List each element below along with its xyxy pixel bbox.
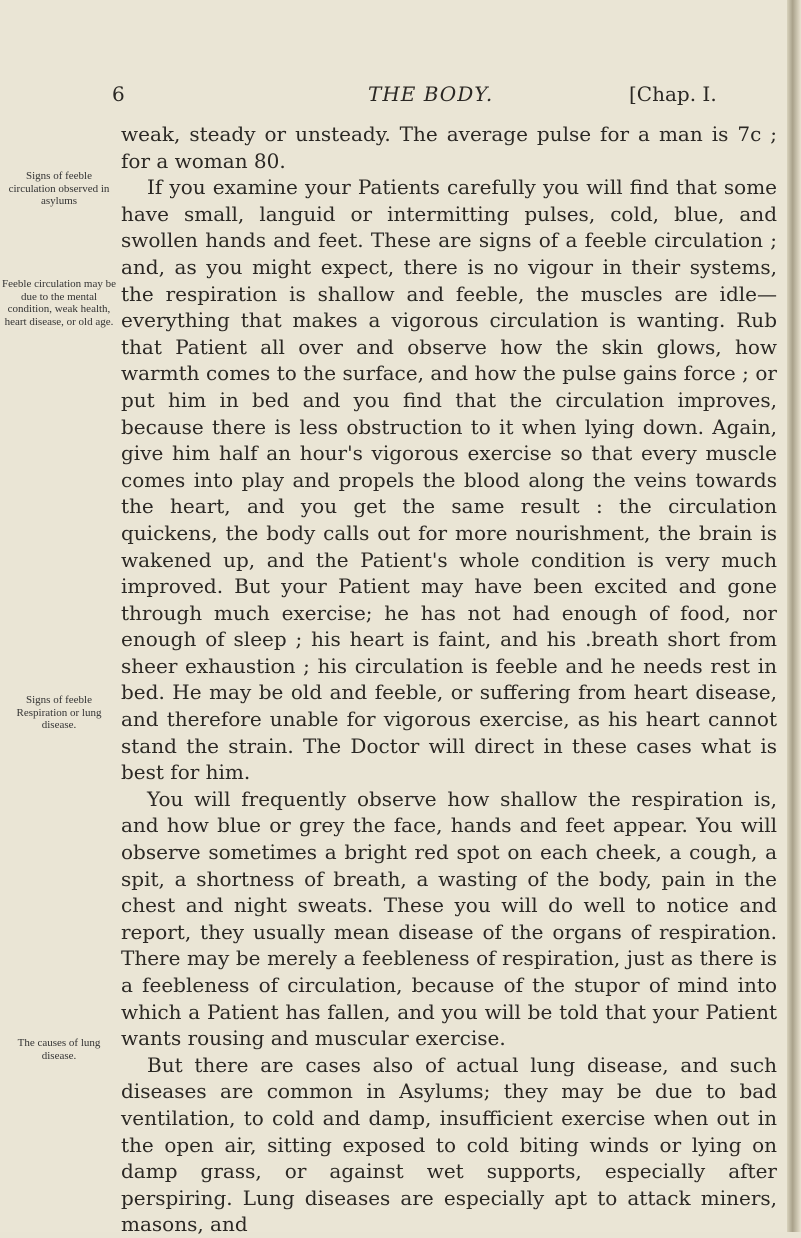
page-header bbox=[0, 82, 787, 110]
margin-note-feeble-circulation: Signs of feeble circulation observed in asylums bbox=[8, 170, 110, 207]
paragraph-pulse-averages: weak, steady or unsteady. The average pulse for a man is 7c ; for a woman 80. bbox=[121, 122, 777, 173]
margin-note-feeble-respiration: Signs of feeble Respiration or lung disease. bbox=[16, 694, 102, 731]
body-text bbox=[121, 121, 777, 1238]
margin-note-circulation-causes: Feeble circulation may be due to the mental condition, weak health, heart disease, or old age. bbox=[2, 278, 116, 328]
chapter-label: [Chap. I. bbox=[629, 82, 717, 106]
page-number: 6 bbox=[112, 82, 125, 106]
running-title: THE BODY. bbox=[368, 82, 494, 106]
paragraph-feeble-circulation: If you examine your Patients carefully you will find that some have small, languid or intermitting pulses, cold, blue, and swollen hands and feet. These are signs of a feeble circulation ; and, as you might expect, there is no vigour in their systems, the respiration is shallow and feeble, the muscles are idle—everything that makes a vigorous circulation is wanting. Rub that Patient all over and observe how the skin glows, how warmth comes to the surface, and how the pulse gains force ; or put him in bed and you find that the circulation improves, because there is less obstruction to it when lying down. Again, give him half an hour's vigorous exercise so that every muscle comes into play and propels the blood along the veins towards the heart, and you get the same result : the circulation quickens, the body calls out for more nourishment, the brain is wakened up, and the Patient's whole condition is very much improved. But your Patient may have been excited and gone through much exercise; he has not had enough of food, nor enough of sleep ; his heart is faint, and his .breath short from sheer exhaustion ; his circulation is feeble and he needs rest in bed. He may be old and feeble, or suffering from heart disease, and therefore unable for vigorous exercise, as his heart cannot stand the strain. The Doctor will direct in these cases what is best for him. bbox=[121, 175, 777, 785]
paragraph-lung-disease: But there are cases also of actual lung disease, and such diseases are common in Asylums; they may be due to bad ventilation, to cold and damp, insufficient exercise when out in the open air, sitting exposed to cold biting winds or lying on damp grass, or against wet supports, especially after perspiring. Lung diseases are especially apt to attack miners, masons, and bbox=[121, 1052, 777, 1237]
margin-note-lung-disease-causes: The causes of lung disease. bbox=[17, 1037, 101, 1062]
paragraph-feeble-respiration: You will frequently observe how shallow the respiration is, and how blue or grey the face, hands and feet appear. You will observe sometimes a bright red spot on each cheek, a cough, a spit, a shortness of breath, a wasting of the body, pain in the chest and night sweats. These you will do well to notice and report, they usually mean disease of the organs of respiration. There may be merely a feebleness of respiration, just as there is a feebleness of circulation, because of the stupor of mind into which a Patient has fallen, and you will be told that your Patient wants rousing and muscular exercise. bbox=[121, 786, 777, 1051]
page-edge-shadow bbox=[787, 0, 801, 1232]
